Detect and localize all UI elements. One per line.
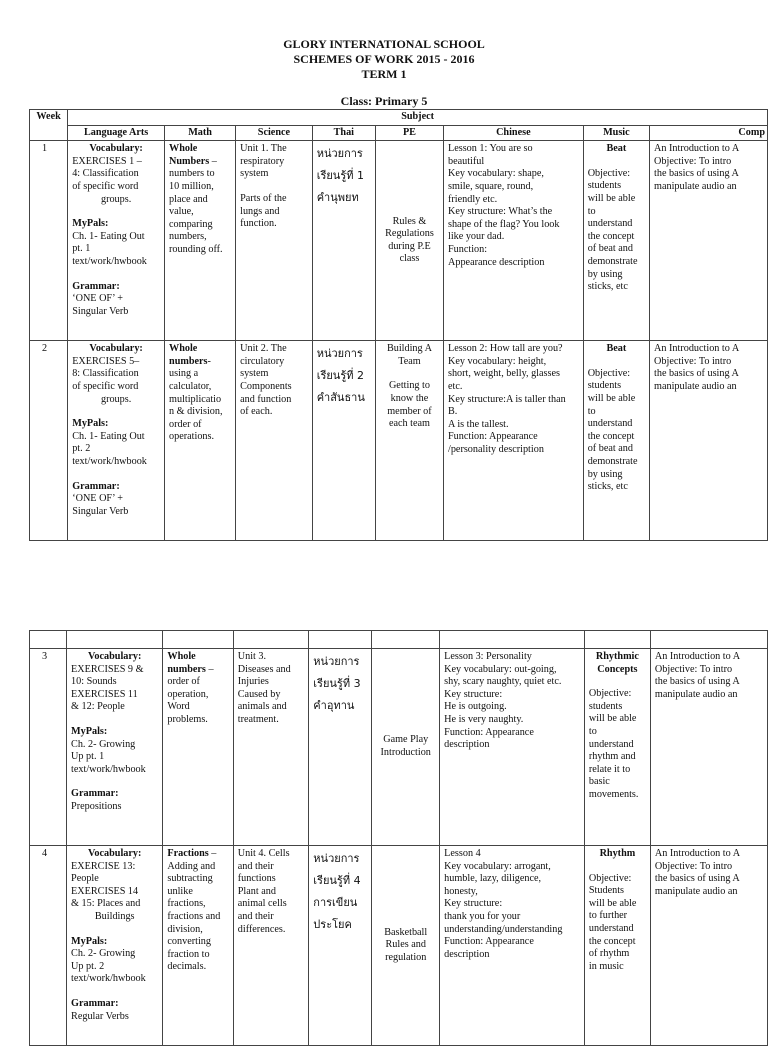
text-line: Objective:: [587, 167, 631, 179]
text-line: 10 million,: [169, 180, 214, 192]
thai-cell: [312, 341, 375, 541]
text-line: Objective:: [587, 367, 631, 379]
text-line: of each.: [240, 406, 273, 418]
chinese-cell: [444, 141, 584, 341]
text-line: the basics of using A: [654, 368, 739, 380]
text-line: Caused by: [237, 688, 281, 700]
text-line: ประโยค: [313, 918, 352, 931]
chinese-cell: [440, 846, 585, 1046]
schemes-table-2: [29, 630, 768, 1046]
text-line: Objective: To intro: [654, 155, 732, 167]
text-line: Parts of the: [240, 192, 287, 204]
text-line: by using: [587, 468, 623, 480]
grammar-label: Grammar:: [71, 788, 119, 800]
text-line: basic: [588, 776, 610, 788]
grammar-label: Grammar:: [71, 997, 119, 1009]
text-line: sticks, etc: [587, 481, 628, 493]
vocabulary-line: People: [71, 873, 99, 885]
thai-cell: [309, 846, 372, 1046]
text-line: Adding and: [167, 860, 216, 872]
text-line: will be able: [587, 392, 636, 404]
text-line: during P.E: [388, 240, 431, 252]
school-name: GLORY INTERNATIONAL SCHOOL: [283, 37, 485, 51]
grammar-label: Grammar:: [72, 480, 120, 492]
math-header: Math: [165, 125, 236, 141]
text-line: Ch. 2- Growing: [71, 948, 136, 960]
vocabulary-label: Vocabulary:: [89, 343, 143, 355]
pe-cell: [372, 649, 440, 846]
text-line: value,: [169, 206, 194, 218]
mypals-label: MyPals:: [72, 218, 109, 230]
text-line: fractions and: [167, 910, 221, 922]
text-line: thank you for your: [444, 910, 521, 922]
text-line: Key vocabulary: out-going,: [444, 663, 557, 675]
text-line: description: [444, 739, 490, 751]
text-line: system: [240, 168, 269, 180]
music-topic: Beat: [606, 343, 627, 355]
computer-cell: [650, 846, 767, 1046]
text-line: An Introduction to A: [654, 143, 740, 155]
math-topic: Whole: [167, 651, 196, 662]
text-line: คำนุพยท: [316, 191, 359, 205]
text-line: Up pt. 2: [71, 960, 105, 972]
vocabulary-line: 10: Sounds: [71, 676, 117, 688]
math-topic: Whole: [169, 143, 198, 155]
text-line: animals and: [237, 701, 287, 713]
text-line: text/work/hwbook: [72, 455, 147, 467]
text-line: operations.: [169, 431, 215, 443]
language-arts-cell: [67, 649, 163, 846]
vocabulary-line: 8: Classification: [72, 368, 139, 380]
science-cell: [236, 141, 313, 341]
text-line: operation,: [167, 688, 209, 700]
text-line: Unit 2. The: [240, 343, 287, 355]
text-line: Introduction: [380, 747, 431, 758]
text-line: understand: [587, 218, 633, 230]
text-line: pt. 1: [72, 243, 91, 255]
week-row: [30, 846, 768, 1046]
text-line: will be able: [587, 192, 636, 204]
text-line: converting: [167, 936, 211, 948]
text-line: manipulate audio an: [654, 688, 738, 700]
text-line: Students: [588, 885, 624, 897]
text-line: Lesson 1: You are so: [448, 143, 533, 155]
math-topic-suffix: –: [205, 663, 214, 675]
text-line: Key vocabulary: shape,: [448, 168, 544, 180]
text-line: fractions,: [167, 898, 206, 910]
text-line: Basketball: [384, 926, 428, 938]
blank-row: [30, 631, 768, 649]
text-line: คำสันธาน: [316, 391, 365, 405]
math-topic: Numbers: [169, 155, 210, 167]
mypals-label: MyPals:: [71, 935, 108, 947]
text-line: students: [587, 380, 622, 392]
vocabulary-line: EXERCISES 14: [71, 885, 139, 897]
vocabulary-label: Vocabulary:: [88, 848, 142, 859]
text-line: students: [587, 180, 622, 192]
text-line: functions: [237, 873, 276, 885]
text-line: honesty,: [444, 885, 478, 897]
text-line: Objective:: [588, 872, 632, 884]
text-line: Diseases and: [237, 663, 291, 675]
text-line: using a: [169, 368, 199, 380]
math-cell: [163, 649, 233, 846]
music-topic: Rhythmic: [595, 651, 639, 662]
vocabulary-line: EXERCISE 13:: [71, 860, 136, 872]
text-line: ‘ONE OF’ +: [72, 293, 124, 305]
text-line: understand: [587, 418, 633, 430]
text-line: member of: [387, 405, 432, 417]
schemes-table-1: [29, 109, 768, 541]
text-line: Ch. 2- Growing: [71, 738, 136, 750]
text-line: Key structure:: [444, 898, 503, 910]
text-line: respiratory: [240, 155, 285, 167]
text-line: shy, scary naughty, quiet etc.: [444, 676, 562, 688]
text-line: understanding/understanding: [444, 923, 563, 935]
text-line: An Introduction to A: [654, 343, 740, 355]
text-line: rounding off.: [169, 243, 223, 255]
text-line: หน่วยการ: [313, 655, 360, 668]
text-line: in music: [588, 960, 624, 972]
text-line: Building A: [386, 343, 432, 355]
week-number: 3: [30, 649, 67, 846]
text-line: text/work/hwbook: [71, 763, 146, 775]
text-line: Game Play: [383, 734, 429, 746]
text-line: and their: [237, 860, 274, 872]
language-arts-header: Language Arts: [68, 125, 165, 141]
text-line: Key structure:: [444, 688, 503, 700]
text-line: Word: [167, 701, 190, 713]
mypals-label: MyPals:: [72, 418, 109, 430]
text-line: A is the tallest.: [448, 418, 509, 430]
text-line: each team: [388, 418, 430, 430]
text-line: fraction to: [167, 948, 210, 960]
vocabulary-line: EXERCISES 5–: [72, 355, 140, 367]
text-line: Regular Verbs: [71, 1010, 129, 1022]
text-line: Key vocabulary: height,: [448, 355, 547, 367]
vocabulary-line: groups.: [100, 393, 132, 405]
computer-header: Comp: [650, 125, 768, 141]
text-line: Rules and: [385, 939, 426, 951]
text-line: Ch. 1- Eating Out: [72, 430, 145, 442]
vocabulary-line: of specific word: [72, 380, 139, 392]
text-line: Unit 1. The: [240, 143, 287, 155]
text-line: order of: [169, 418, 202, 430]
text-line: the basics of using A: [654, 676, 740, 688]
pe-cell: [375, 341, 443, 541]
text-line: Function: Appearance: [448, 431, 538, 443]
week-header: Week: [30, 110, 68, 141]
text-line: description: [444, 948, 490, 960]
pe-cell: [375, 141, 443, 341]
text-line: by using: [587, 268, 623, 280]
pe-header: PE: [375, 125, 443, 141]
text-line: to: [587, 405, 596, 417]
music-topic: Concepts: [597, 663, 638, 675]
text-line: lungs and: [240, 205, 280, 217]
math-topic: numbers: [167, 663, 206, 675]
text-line: pt. 2: [72, 443, 91, 455]
text-line: An Introduction to A: [654, 848, 741, 859]
vocabulary-line: EXERCISES 9 &: [71, 663, 144, 675]
text-line: sticks, etc: [587, 281, 628, 293]
science-cell: [233, 649, 309, 846]
week-number: 2: [30, 341, 68, 541]
text-line: Objective:: [588, 688, 632, 700]
language-arts-cell: [68, 341, 165, 541]
text-line: Function: Appearance: [444, 726, 534, 738]
text-line: Function: Appearance: [444, 936, 534, 948]
text-line: the concept: [587, 230, 635, 242]
text-line: demonstrate: [587, 455, 638, 467]
text-line: numbers to: [169, 168, 215, 180]
text-line: relate it to: [588, 763, 631, 775]
text-line: friendly etc.: [448, 193, 498, 205]
text-line: decimals.: [167, 961, 207, 973]
chinese-header: Chinese: [444, 125, 584, 141]
math-cell: [165, 341, 236, 541]
text-line: Regulations: [385, 228, 434, 240]
math-topic-suffix: -: [207, 355, 211, 367]
text-line: etc.: [448, 380, 463, 392]
vocabulary-label: Vocabulary:: [89, 143, 143, 155]
text-line: class: [399, 253, 420, 265]
text-line: manipulate audio an: [654, 885, 738, 897]
text-line: Unit 3.: [237, 651, 267, 662]
text-line: numbers,: [169, 231, 207, 243]
text-line: manipulate audio an: [654, 380, 737, 392]
text-line: shape of the flag? You look: [448, 218, 560, 230]
text-line: the concept: [588, 935, 636, 947]
text-line: Singular Verb: [72, 505, 129, 517]
text-line: หน่วยการ: [316, 147, 363, 161]
text-line: Getting to: [388, 380, 430, 392]
text-line: text/work/hwbook: [71, 973, 146, 985]
text-line: regulation: [385, 951, 427, 963]
text-line: unlike: [167, 885, 193, 897]
text-line: will be able: [588, 713, 637, 725]
text-line: Lesson 3: Personality: [444, 651, 532, 662]
text-line: the concept: [587, 430, 635, 442]
text-line: Team: [398, 355, 421, 367]
text-line: of beat and: [587, 243, 633, 255]
text-line: to: [587, 205, 596, 217]
text-line: multiplicatio: [169, 393, 222, 405]
text-line: Rules &: [392, 215, 427, 227]
vocabulary-line: & 15: Places and: [71, 898, 141, 910]
text-line: หน่วยการ: [316, 347, 363, 361]
text-line: order of: [167, 676, 200, 688]
text-line: Objective: To intro: [654, 663, 733, 675]
text-line: to further: [588, 910, 628, 922]
text-line: Injuries: [237, 676, 269, 688]
text-line: short, weight, belly, glasses: [448, 368, 560, 380]
text-line: students: [588, 700, 623, 712]
week-number: 1: [30, 141, 68, 341]
text-line: to: [588, 725, 597, 737]
text-line: beautiful: [448, 155, 485, 167]
text-line: Singular Verb: [72, 305, 129, 317]
text-line: comparing: [169, 218, 213, 230]
text-line: คำอุทาน: [313, 699, 355, 712]
text-line: Lesson 4: [444, 848, 481, 859]
class-label: Class: Primary 5: [340, 94, 428, 108]
text-line: of rhythm: [588, 948, 630, 960]
text-line: Ch. 1- Eating Out: [72, 230, 145, 242]
computer-cell: [650, 649, 767, 846]
language-arts-cell: [67, 846, 163, 1046]
text-line: การเขียน: [313, 896, 358, 909]
text-line: text/work/hwbook: [72, 255, 147, 267]
science-header: Science: [236, 125, 313, 141]
text-line: Key structure: What’s the: [448, 206, 553, 218]
text-line: treatment.: [237, 713, 279, 725]
text-line: understand: [588, 922, 634, 934]
thai-cell: [309, 649, 372, 846]
text-line: of beat and: [587, 443, 633, 455]
chinese-cell: [444, 341, 584, 541]
science-cell: [233, 846, 309, 1046]
text-line: Components: [240, 380, 292, 392]
text-line: and their: [237, 910, 274, 922]
text-line: calculator,: [169, 380, 212, 392]
text-line: circulatory: [240, 355, 285, 367]
vocabulary-line: groups.: [100, 193, 132, 205]
text-line: the basics of using A: [654, 168, 739, 180]
text-line: n & division,: [169, 406, 223, 418]
text-line: Prepositions: [71, 800, 122, 812]
vocabulary-line: EXERCISES 1 –: [72, 155, 142, 167]
science-cell: [236, 341, 313, 541]
vocabulary-line: EXERCISES 11: [71, 688, 138, 700]
text-line: animal cells: [237, 898, 287, 910]
text-line: Appearance description: [448, 256, 545, 268]
text-line: know the: [390, 392, 429, 404]
text-line: the basics of using A: [654, 873, 740, 885]
text-line: rhythm and: [588, 751, 636, 763]
text-line: หน่วยการ: [313, 852, 360, 865]
text-line: Function:: [448, 243, 488, 255]
thai-cell: [312, 141, 375, 341]
text-line: เรียนรู้ที่ 4: [313, 874, 361, 887]
text-line: demonstrate: [587, 255, 638, 267]
subject-header-row: [30, 110, 768, 126]
text-line: place and: [169, 193, 208, 205]
music-cell: [583, 341, 649, 541]
music-header: Music: [583, 125, 649, 141]
mypals-label: MyPals:: [71, 725, 108, 737]
vocabulary-line: 4: Classification: [72, 168, 139, 180]
text-line: Key vocabulary: arrogant,: [444, 860, 551, 872]
thai-header: Thai: [312, 125, 375, 141]
text-line: ‘ONE OF’ +: [72, 493, 124, 505]
text-line: Plant and: [237, 885, 276, 897]
text-line: He is very naughty.: [444, 713, 524, 725]
math-topic: Whole: [169, 343, 198, 355]
text-line: Lesson 2: How tall are you?: [448, 343, 563, 355]
text-line: will be able: [588, 897, 637, 909]
music-topic: Rhythm: [599, 848, 636, 859]
math-topic: numbers: [169, 355, 208, 367]
text-line: /personality description: [448, 443, 544, 455]
text-line: เรียนรู้ที่ 2: [316, 369, 364, 383]
text-line: An Introduction to A: [654, 651, 741, 662]
language-arts-cell: [68, 141, 165, 341]
text-line: subtracting: [167, 873, 213, 885]
text-line: manipulate audio an: [654, 180, 737, 192]
scheme-title: SCHEMES OF WORK 2015 - 2016: [293, 52, 475, 66]
music-cell: [584, 846, 650, 1046]
text-line: and function: [240, 393, 292, 405]
text-line: Unit 4. Cells: [237, 848, 290, 859]
music-cell: [583, 141, 649, 341]
math-cell: [163, 846, 233, 1046]
computer-cell: [650, 341, 768, 541]
vocabulary-line: of specific word: [72, 180, 139, 192]
term-label: TERM 1: [361, 67, 407, 81]
chinese-cell: [440, 649, 585, 846]
text-line: smile, square, round,: [448, 180, 534, 192]
text-line: เรียนรู้ที่ 1: [316, 169, 364, 183]
math-topic-suffix: –: [208, 848, 217, 859]
music-topic: Beat: [606, 143, 627, 155]
text-line: Objective: To intro: [654, 355, 732, 367]
vocabulary-line: Buildings: [94, 910, 135, 922]
text-line: Objective: To intro: [654, 860, 733, 872]
grammar-label: Grammar:: [72, 280, 120, 292]
text-line: He is outgoing.: [444, 701, 507, 713]
text-line: division,: [167, 923, 203, 935]
column-header-row: [30, 125, 768, 141]
text-line: Up pt. 1: [71, 751, 105, 763]
text-line: like your dad.: [448, 231, 505, 243]
text-line: เรียนรู้ที่ 3: [313, 677, 361, 690]
vocabulary-line: & 12: People: [71, 701, 125, 713]
text-line: understand: [588, 738, 634, 750]
music-cell: [584, 649, 650, 846]
math-topic-suffix: –: [209, 155, 217, 167]
week-number: 4: [30, 846, 67, 1046]
text-line: movements.: [588, 788, 639, 800]
week-row: [30, 649, 768, 846]
math-cell: [165, 141, 236, 341]
week-row: [30, 341, 768, 541]
text-line: differences.: [237, 923, 286, 935]
text-line: function.: [240, 218, 277, 230]
text-line: Key structure:A is taller than: [448, 393, 566, 405]
text-line: system: [240, 368, 269, 380]
pe-cell: [372, 846, 440, 1046]
subject-header: Subject: [68, 110, 768, 126]
math-topic: Fractions: [167, 848, 209, 859]
computer-cell: [650, 141, 768, 341]
text-line: B.: [448, 406, 458, 418]
vocabulary-label: Vocabulary:: [88, 651, 142, 662]
text-line: humble, lazy, diligence,: [444, 873, 542, 885]
week-row: [30, 141, 768, 341]
text-line: problems.: [167, 713, 208, 725]
